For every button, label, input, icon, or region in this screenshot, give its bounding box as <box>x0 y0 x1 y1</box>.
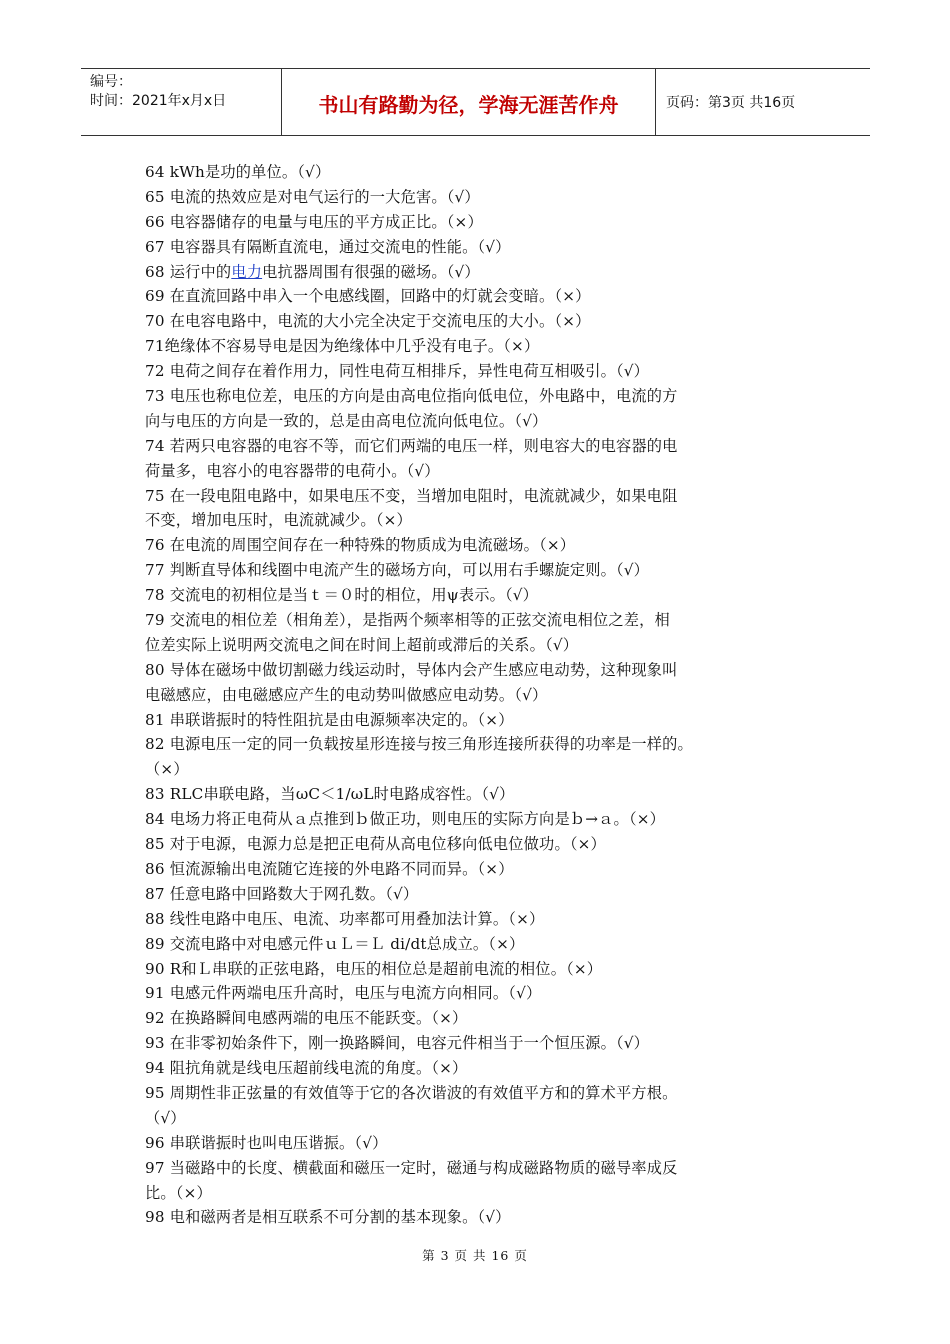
statement-line: 65 电流的热效应是对电气运行的一大危害。（√） <box>145 187 480 206</box>
statement-line: 78 交流电的初相位是当ｔ＝０时的相位，用ψ表示。（√） <box>145 586 539 605</box>
statement-line: 82 电源电压一定的同一负载按星形连接与按三角形连接所获得的功率是一样的。 <box>145 735 693 754</box>
header-meta <box>81 69 282 135</box>
statement-line: 86 恒流源输出电流随它连接的外电路不同而异。（×） <box>145 859 514 878</box>
statement-line: 80 导体在磁场中做切割磁力线运动时，导体内会产生感应电动势，这种现象叫 <box>145 660 678 679</box>
page-number: 第 3 页 共 16 页 <box>422 1248 528 1263</box>
statement-line: 75 在一段电阻电路中，如果电压不变，当增加电阻时，电流就减少，如果电阻 <box>145 486 678 505</box>
statement-line: 94 阻抗角就是线电压超前线电流的角度。（×） <box>145 1059 468 1078</box>
document-time-label: 时间：2021年x月x日 <box>90 93 227 109</box>
statement-line: 96 串联谐振时也叫电压谐振。（√） <box>145 1133 388 1152</box>
electric-power-link[interactable]: 电力 <box>231 262 263 281</box>
statement-line: 89 交流电路中对电感元件ｕＬ＝Ｌ di/dt总成立。（×） <box>145 934 525 953</box>
statement-line: 85 对于电源，电源力总是把正电荷从高电位移向低电位做功。（×） <box>145 835 606 854</box>
page-footer <box>0 1246 950 1264</box>
statement-line: 91 电感元件两端电压升高时，电压与电流方向相同。（√） <box>145 984 542 1003</box>
statement-line: 83 RLC串联电路，当ωC＜1/ωL时电路成容性。（√） <box>145 785 515 804</box>
statement-line: 73 电压也称电位差，电压的方向是由高电位指向低电位，外电路中，电流的方 <box>145 387 678 406</box>
statement-line: 72 电荷之间存在着作用力，同性电荷互相排斥，异性电荷互相吸引。（√） <box>145 362 650 381</box>
statement-line: 67 电容器具有隔断直流电，通过交流电的性能。（√） <box>145 237 511 256</box>
statement-line: 位差实际上说明两交流电之间在时间上超前或滞后的关系。（√） <box>145 635 579 654</box>
statement-line-68 <box>145 260 810 285</box>
statement-line: 88 线性电路中电压、电流、功率都可用叠加法计算。（×） <box>145 909 545 928</box>
statement-prefix: 68 运行中的 <box>145 262 232 281</box>
statement-line: 81 串联谐振时的特性阻抗是由电源频率决定的。（×） <box>145 710 514 729</box>
statement-line: 98 电和磁两者是相互联系不可分割的基本现象。（√） <box>145 1208 511 1227</box>
document-body <box>145 160 810 1230</box>
statement-line: 76 在电流的周围空间存在一种特殊的物质成为电流磁场。（×） <box>145 536 576 555</box>
statement-line: 87 任意电路中回路数大于网孔数。（√） <box>145 884 419 903</box>
statement-line: 比。（×） <box>145 1183 212 1202</box>
statement-suffix: 电抗器周围有很强的磁场。（√） <box>262 262 480 281</box>
statement-line: 64 kWh是功的单位。（√） <box>145 163 331 181</box>
statement-line: 电磁感应，由电磁感应产生的电动势叫做感应电动势。（√） <box>145 685 548 704</box>
statement-line: 不变，增加电压时，电流就减少。（×） <box>145 511 412 530</box>
statement-line: 69 在直流回路中串入一个电感线圈，回路中的灯就会变暗。（×） <box>145 287 591 306</box>
statement-line: 97 当磁路中的长度、横截面和磁压一定时，磁通与构成磁路物质的磁导率成反 <box>145 1158 678 1177</box>
statement-line: 66 电容器储存的电量与电压的平方成正比。（×） <box>145 212 483 231</box>
statement-line: 77 判断直导体和线圈中电流产生的磁场方向，可以用右手螺旋定则。（√） <box>145 561 650 580</box>
statement-line: 74 若两只电容器的电容不等，而它们两端的电压一样，则电容大的电容器的电 <box>145 436 678 455</box>
header-page-info: 页码：第3页 共16页 <box>666 95 796 111</box>
statement-line: 84 电场力将正电荷从ａ点推到ｂ做正功，则电压的实际方向是ｂ→ａ。（×） <box>145 810 666 829</box>
statement-line: 93 在非零初始条件下，刚一换路瞬间，电容元件相当于一个恒压源。（√） <box>145 1034 650 1053</box>
statement-line: 向与电压的方向是一致的，总是由高电位流向低电位。（√） <box>145 411 548 430</box>
statement-line: 71绝缘体不容易导电是因为绝缘体中几乎没有电子。（×） <box>145 337 540 356</box>
statement-line: 70 在电容电路中，电流的大小完全决定于交流电压的大小。（×） <box>145 312 591 331</box>
statement-line: 95 周期性非正弦量的有效值等于它的各次谐波的有效值平方和的算术平方根。 <box>145 1083 678 1102</box>
statement-line: 90 R和Ｌ串联的正弦电路，电压的相位总是超前电流的相位。（×） <box>145 959 603 978</box>
statement-line: 92 在换路瞬间电感两端的电压不能跃变。（×） <box>145 1009 468 1028</box>
page-header <box>81 68 870 136</box>
statement-line: （×） <box>145 760 189 779</box>
document-number-label: 编号： <box>90 74 132 90</box>
statement-line: （√） <box>145 1108 186 1127</box>
statement-line: 荷量多，电容小的电容器带的电荷小。（√） <box>145 461 440 480</box>
statement-line: 79 交流电的相位差（相角差），是指两个频率相等的正弦交流电相位之差，相 <box>145 611 670 630</box>
header-motto: 书山有路勤为径，学海无涯苦作舟 <box>282 69 656 135</box>
